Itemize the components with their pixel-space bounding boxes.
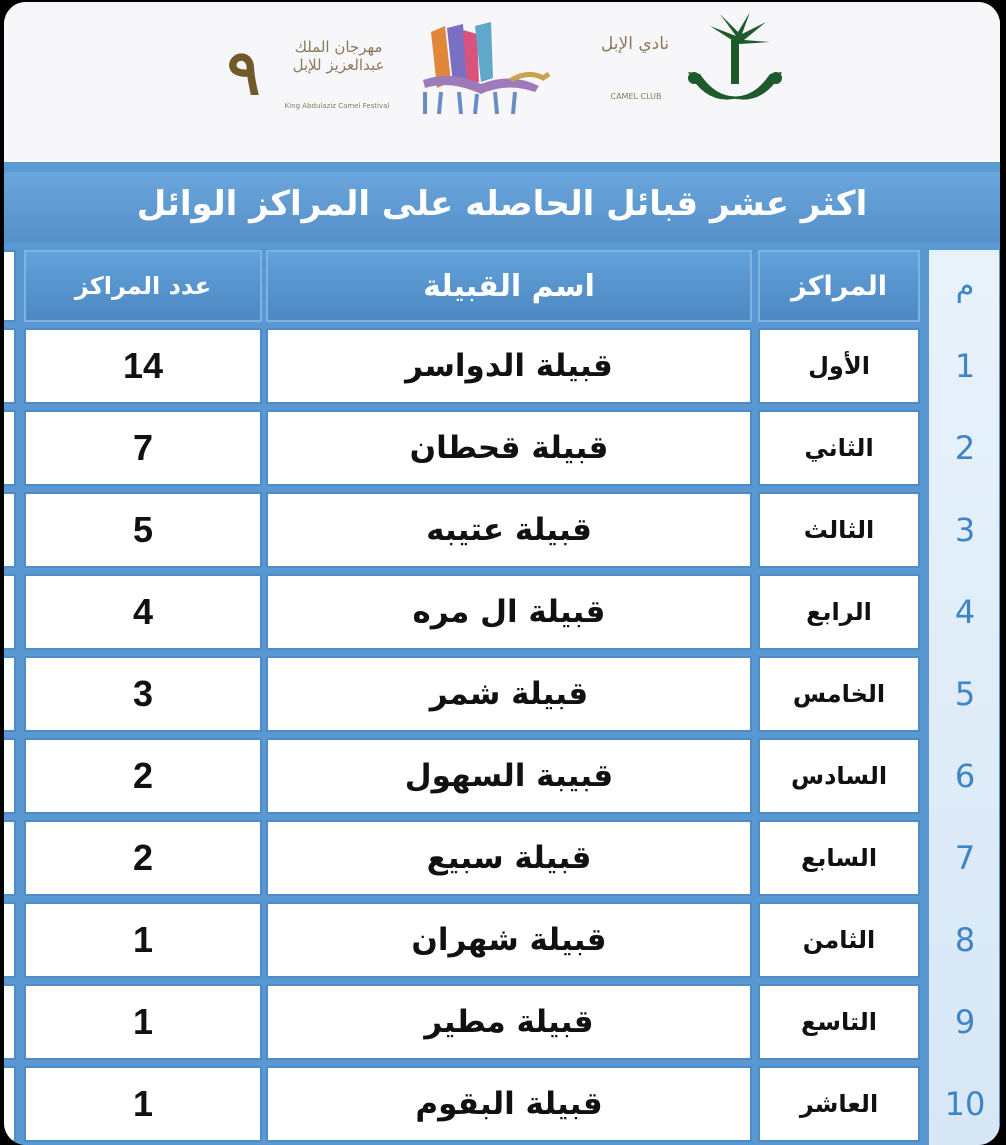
festival-number: ٩ — [227, 36, 261, 109]
rank-cell: الثامن — [758, 902, 920, 978]
tribe-cell: قبيلة مطير — [266, 984, 752, 1060]
header-number: م — [955, 268, 975, 304]
tribe-cell: قبيلة ال مره — [266, 574, 752, 650]
rank-cell: الرابع — [758, 574, 920, 650]
count-cell: 5 — [24, 492, 262, 568]
row-number: 10 — [944, 1085, 986, 1123]
rank-cell: الثالث — [758, 492, 920, 568]
count-cell: 7 — [24, 410, 262, 486]
count-cell: 3 — [24, 656, 262, 732]
row-number: 2 — [954, 429, 976, 467]
count-cell: 2 — [24, 738, 262, 814]
rank-cell: التاسع — [758, 984, 920, 1060]
document-card — [4, 2, 1000, 1145]
tribe-cell: قبيبة السهول — [266, 738, 752, 814]
tribe-cell: قبيلة البقوم — [266, 1066, 752, 1142]
rank-cell: الخامس — [758, 656, 920, 732]
tribe-cell: قبيلة سبيع — [266, 820, 752, 896]
row-number: 7 — [954, 839, 976, 877]
tribe-cell: قبيلة الدواسر — [266, 328, 752, 404]
camel-riders-icon — [411, 22, 551, 117]
row-number: 1 — [954, 347, 976, 385]
header-count: عدد المراكز — [24, 250, 262, 322]
row-number: 8 — [954, 921, 976, 959]
tribe-cell: قبيلة شمر — [266, 656, 752, 732]
rank-cell: الأول — [758, 328, 920, 404]
festival-name: مهرجان الملك عبدالعزيز للإبل — [292, 38, 385, 74]
palm-swords-emblem-icon — [680, 12, 790, 120]
header-tribe: اسم القبيلة — [266, 250, 752, 322]
row-number: 9 — [954, 1003, 976, 1041]
row-number: 5 — [954, 675, 976, 713]
count-cell: 1 — [24, 984, 262, 1060]
count-cell: 1 — [24, 902, 262, 978]
festival-logo — [219, 22, 549, 122]
tribe-cell: قبيلة شهران — [266, 902, 752, 978]
page-title: اكثر عشر قبائل الحاصله على المراكز الوائل — [136, 184, 868, 224]
count-cell: 14 — [24, 328, 262, 404]
count-cell: 1 — [24, 1066, 262, 1142]
camel-club-logo — [594, 12, 794, 122]
header-rank: المراكز — [758, 250, 920, 322]
rank-cell: السابع — [758, 820, 920, 896]
tribe-cell: قبيلة عتيبه — [266, 492, 752, 568]
club-name: نادي الإبل — [600, 34, 670, 54]
row-number: 4 — [954, 593, 976, 631]
count-cell: 2 — [24, 820, 262, 896]
rank-cell: الثاني — [758, 410, 920, 486]
title-band — [4, 162, 1000, 244]
row-number: 3 — [954, 511, 976, 549]
logo-header — [4, 2, 1000, 160]
festival-subtitle: King Abdulaziz Camel Festival — [284, 102, 390, 110]
club-subtitle: CAMEL CLUB — [610, 92, 662, 101]
tribe-cell: قبيلة قحطان — [266, 410, 752, 486]
rank-cell: السادس — [758, 738, 920, 814]
rank-cell: العاشر — [758, 1066, 920, 1142]
count-cell: 4 — [24, 574, 262, 650]
row-number: 6 — [954, 757, 976, 795]
